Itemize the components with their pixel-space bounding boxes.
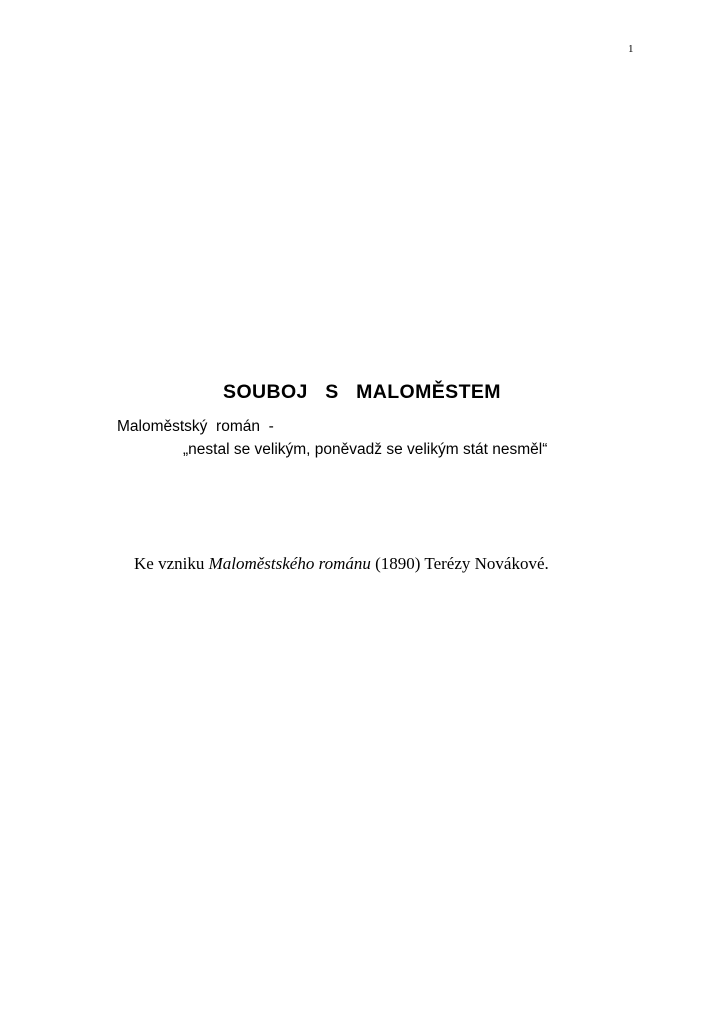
attribution-line (117, 534, 549, 594)
attribution-suffix: (1890) Terézy Novákové. (370, 554, 549, 573)
attribution-prefix: Ke vzniku (134, 554, 209, 573)
subtitle-line-1: Maloměstský román - (117, 418, 274, 435)
page-title: SOUBOJ S MALOMĚSTEM (223, 381, 501, 404)
attribution-work-title: Maloměstského románu (208, 554, 371, 573)
page-number: 1 (628, 43, 634, 55)
subtitle-line-2: „nestal se velikým, poněvadž se velikým stát nesměl“ (183, 441, 548, 458)
